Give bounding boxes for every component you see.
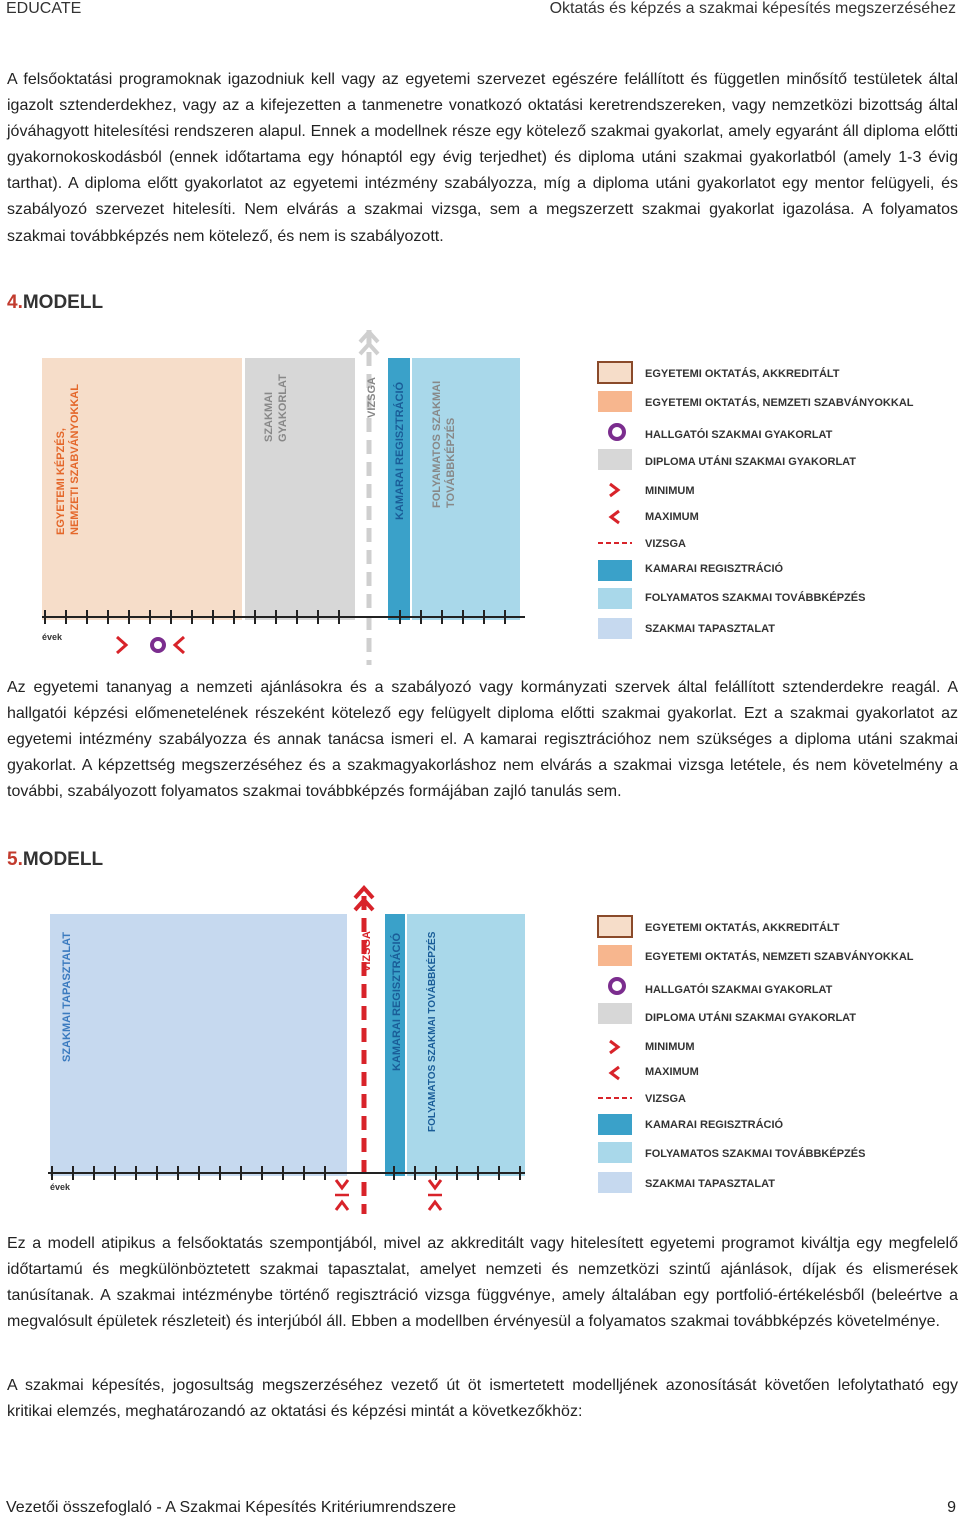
model5-diagram (0, 884, 960, 1219)
legend5-item9: FOLYAMATOS SZAKMAI TOVÁBBKÉPZÉS (645, 1148, 866, 1160)
paragraph-intro: A felsőoktatási programoknak igazodniuk kell vagy az egyetemi szervezet egészére felállított és független minősítő testületek által igazolt sztenderdekhez, vagy az a kifejezetten a tanmenetre vonatkozó oktatási keretrendszereken, vagy nemzetközi bizottság által jóváhagyott hitelesítési rendszeren alapul. Ennek a modellnek része egy kötelező szakmai gyakorlat, amely egyaránt áll diploma előtti gyakornokoskodásból (ennek időtartama egy hónaptól egy évig terjedhet) és diploma utáni szakmai gyakorlatból (amely 1-3 évig tarthat). A diploma előtt gyakorlatot az egyetemi intézmény szabályozza, míg a diploma utáni gyakorlatot egy mentor felügyeli, és szabályozó szervezet hitelesíti. Nem elvárás a szakmai vizsga, sem a megszerzett szakmai gyakorlat igazolása. A folyamatos szakmai továbbképzés nem kötelező, és nem is szabályozott. (7, 71, 958, 245)
legend4-item6: MAXIMUM (645, 511, 699, 523)
legend5-item8: KAMARAI REGISZTRÁCIÓ (645, 1119, 784, 1131)
footer-title: Vezetői összefoglaló - A Szakmai Képesítés Kritériumrendszere (6, 1499, 456, 1516)
model5-minmax-marker-1 (335, 1180, 349, 1210)
legend5-item2: EGYETEMI OKTATÁS, NEMZETI SZABVÁNYOKKAL (645, 951, 914, 963)
model4-heading (7, 292, 103, 314)
header-title: Oktatás és képzés a szakmai képesítés megszerzéséhez (549, 0, 956, 17)
model4-diagram (0, 330, 960, 665)
model5-axis-label: évek (50, 1182, 71, 1192)
model5-number: 5. (7, 849, 23, 870)
model5-heading (7, 849, 103, 871)
model4-label: MODELL (22, 292, 104, 313)
model4-label-practice2: GYAKORLAT (277, 374, 289, 442)
legend5-item3: HALLGATÓI SZAKMAI GYAKORLAT (645, 984, 833, 996)
legend4-item8: KAMARAI REGISZTRÁCIÓ (645, 563, 784, 575)
header-brand: EDUCATE (6, 0, 82, 17)
legend5-item10: SZAKMAI TAPASZTALAT (645, 1178, 775, 1190)
paragraph-model4: Az egyetemi tananyag a nemzeti ajánlásokra és a szabályozó vagy kormányzati szervek által felállított sztenderdekre reagál. A hallgatói képzési előmenetelének részeként kötelező egy felügyelt diploma előtti szakmai gyakorlat. Ezt a szakmai gyakorlatot az egyetemi intézmény szabályozza és annak tanácsa ismeri el. A kamarai regisztrációhoz nem szükséges a diploma utáni szakmai gyakorlat. A képzettség megszerzéséhez és a szakmagyakorláshoz nem elvárás a szakmai vizsga letétele, és nem követelmény a további, szabályozott folyamatos szakmai továbbképzés formájában zajló tanulás sem. (7, 679, 958, 801)
legend5-item6: MAXIMUM (645, 1066, 699, 1078)
legend4-item10: SZAKMAI TAPASZTALAT (645, 623, 775, 635)
model5-label: MODELL (22, 849, 104, 870)
model4-label-registration: KAMARAI REGISZTRÁCIÓ (394, 381, 406, 520)
model4-minimum-marker (117, 637, 126, 653)
model5-bar-cpd (407, 914, 525, 1176)
paragraph-model5: Ez a modell atipikus a felsőoktatás szempontjából, mivel az akkreditált vagy hitelesített egyetemi programot kiváltja egy megfelelő időtartamú és megkülönböztetett szakmai tapasztalat, amelyet nemzeti és nemzetközi szintű ajánlások, díjak és elismerések tanúsítanak. A szakmai intézménybe történő regisztráció vizsga függvénye, amely általában egy portfolió-értékelésből (beleértve a megvalósult épületek részleteit) és interjúból áll. Ebben a modellben érvényesül a folyamatos szakmai továbbképzés követelménye. (7, 1235, 958, 1331)
model4-label-cpd2: TOVÁBBKÉPZÉS (445, 417, 457, 508)
model4-bar-practice (245, 358, 355, 620)
model4-label-education1: EGYETEMI KÉPZÉS, (55, 428, 67, 535)
model5-bar-experience (50, 914, 347, 1176)
model4-axis-label: évek (42, 632, 63, 642)
legend5-item1: EGYETEMI OKTATÁS, AKKREDITÁLT (645, 922, 840, 934)
model4-bar-cpd (412, 358, 520, 620)
model5-label-cpd: FOLYAMATOS SZAKMAI TOVÁBBKÉPZÉS (427, 931, 438, 1132)
model5-label-experience: SZAKMAI TAPASZTALAT (61, 932, 73, 1062)
page-header (0, 0, 960, 20)
legend4-item5: MINIMUM (645, 485, 695, 497)
legend4-item7: VIZSGA (645, 538, 686, 550)
model5-label-exam: VIZSGA (361, 931, 373, 972)
model4-practice-marker (152, 639, 164, 651)
model5-minmax-marker-2 (428, 1180, 442, 1210)
model4-label-education2: NEMZETI SZABVÁNYOKKAL (69, 384, 81, 535)
model4-maximum-marker (175, 637, 184, 653)
legend4-item1: EGYETEMI OKTATÁS, AKKREDITÁLT (645, 368, 840, 380)
model4-number: 4. (7, 292, 23, 313)
paragraph-conclusion: A szakmai képesítés, jogosultság megszerzéséhez vezető út öt ismertetett modelljének azonosítását követően lefolytatható egy kritikai elemzés, meghatározandó az oktatási és képzési mintát a következőkhöz: (7, 1377, 958, 1421)
model4-label-cpd1: FOLYAMATOS SZAKMAI (431, 380, 443, 508)
model4-legend (598, 362, 914, 639)
model4-label-exam: VIZSGA (366, 377, 378, 418)
legend5-item5: MINIMUM (645, 1041, 695, 1053)
legend5-item4: DIPLOMA UTÁNI SZAKMAI GYAKORLAT (645, 1012, 857, 1024)
model5-label-registration: KAMARAI REGISZTRÁCIÓ (391, 932, 403, 1071)
legend4-item9: FOLYAMATOS SZAKMAI TOVÁBBKÉPZÉS (645, 592, 866, 604)
legend5-item7: VIZSGA (645, 1093, 686, 1105)
page-footer (0, 1495, 960, 1521)
legend4-item4: DIPLOMA UTÁNI SZAKMAI GYAKORLAT (645, 456, 857, 468)
model4-label-practice1: SZAKMAI (263, 391, 275, 442)
page-number: 9 (947, 1499, 956, 1516)
model5-legend (598, 916, 914, 1193)
legend4-item2: EGYETEMI OKTATÁS, NEMZETI SZABVÁNYOKKAL (645, 397, 914, 409)
legend4-item3: HALLGATÓI SZAKMAI GYAKORLAT (645, 429, 833, 441)
